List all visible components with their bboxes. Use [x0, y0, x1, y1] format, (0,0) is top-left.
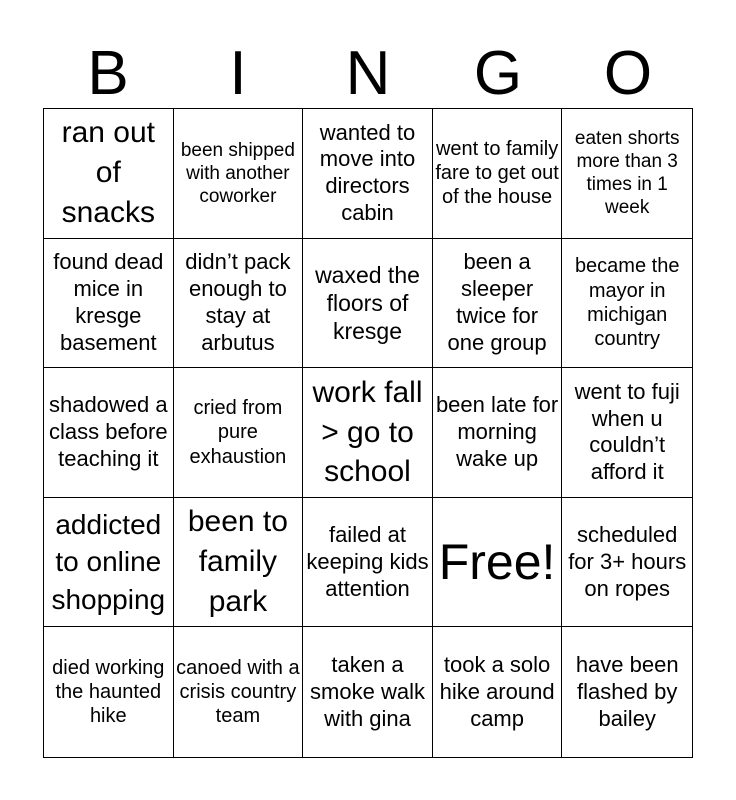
- header-letter-n: N: [345, 39, 391, 108]
- bingo-cell[interactable]: scheduled for 3+ hours on ropes: [562, 498, 692, 628]
- bingo-cell[interactable]: been shipped with another coworker: [174, 109, 304, 239]
- header-letter-b: B: [87, 39, 129, 108]
- header-letter-o: O: [603, 39, 653, 108]
- bingo-cell[interactable]: became the mayor in michigan country: [562, 239, 692, 369]
- header-letter-g: G: [473, 39, 523, 108]
- bingo-cell[interactable]: failed at keeping kids attention: [303, 498, 433, 628]
- bingo-cell[interactable]: been a sleeper twice for one group: [433, 239, 563, 369]
- bingo-cell[interactable]: canoed with a crisis country team: [174, 627, 304, 757]
- bingo-cell[interactable]: eaten shorts more than 3 times in 1 week: [562, 109, 692, 239]
- bingo-board: [43, 108, 693, 758]
- bingo-cell[interactable]: went to family fare to get out of the house: [433, 109, 563, 239]
- header-letter-i: I: [229, 39, 247, 108]
- bingo-cell[interactable]: been to family park: [174, 498, 304, 628]
- bingo-cell[interactable]: ran out of snacks: [44, 109, 174, 239]
- bingo-cell[interactable]: been late for morning wake up: [433, 368, 563, 498]
- bingo-cell[interactable]: found dead mice in kresge basement: [44, 239, 174, 369]
- bingo-cell[interactable]: addicted to online shopping: [44, 498, 174, 628]
- bingo-cell[interactable]: shadowed a class before teaching it: [44, 368, 174, 498]
- bingo-cell[interactable]: didn’t pack enough to stay at arbutus: [174, 239, 304, 369]
- bingo-cell[interactable]: work fall > go to school: [303, 368, 433, 498]
- bingo-cell[interactable]: took a solo hike around camp: [433, 627, 563, 757]
- bingo-cell[interactable]: died working the haunted hike: [44, 627, 174, 757]
- bingo-cell[interactable]: went to fuji when u couldn’t afford it: [562, 368, 692, 498]
- bingo-cell[interactable]: wanted to move into directors cabin: [303, 109, 433, 239]
- bingo-cell[interactable]: taken a smoke walk with gina: [303, 627, 433, 757]
- bingo-header: [43, 40, 693, 108]
- bingo-cell[interactable]: cried from pure exhaustion: [174, 368, 304, 498]
- bingo-cell[interactable]: have been flashed by bailey: [575, 651, 679, 731]
- bingo-cell[interactable]: waxed the floors of kresge: [303, 239, 433, 369]
- free-space-cell[interactable]: Free!: [433, 498, 563, 628]
